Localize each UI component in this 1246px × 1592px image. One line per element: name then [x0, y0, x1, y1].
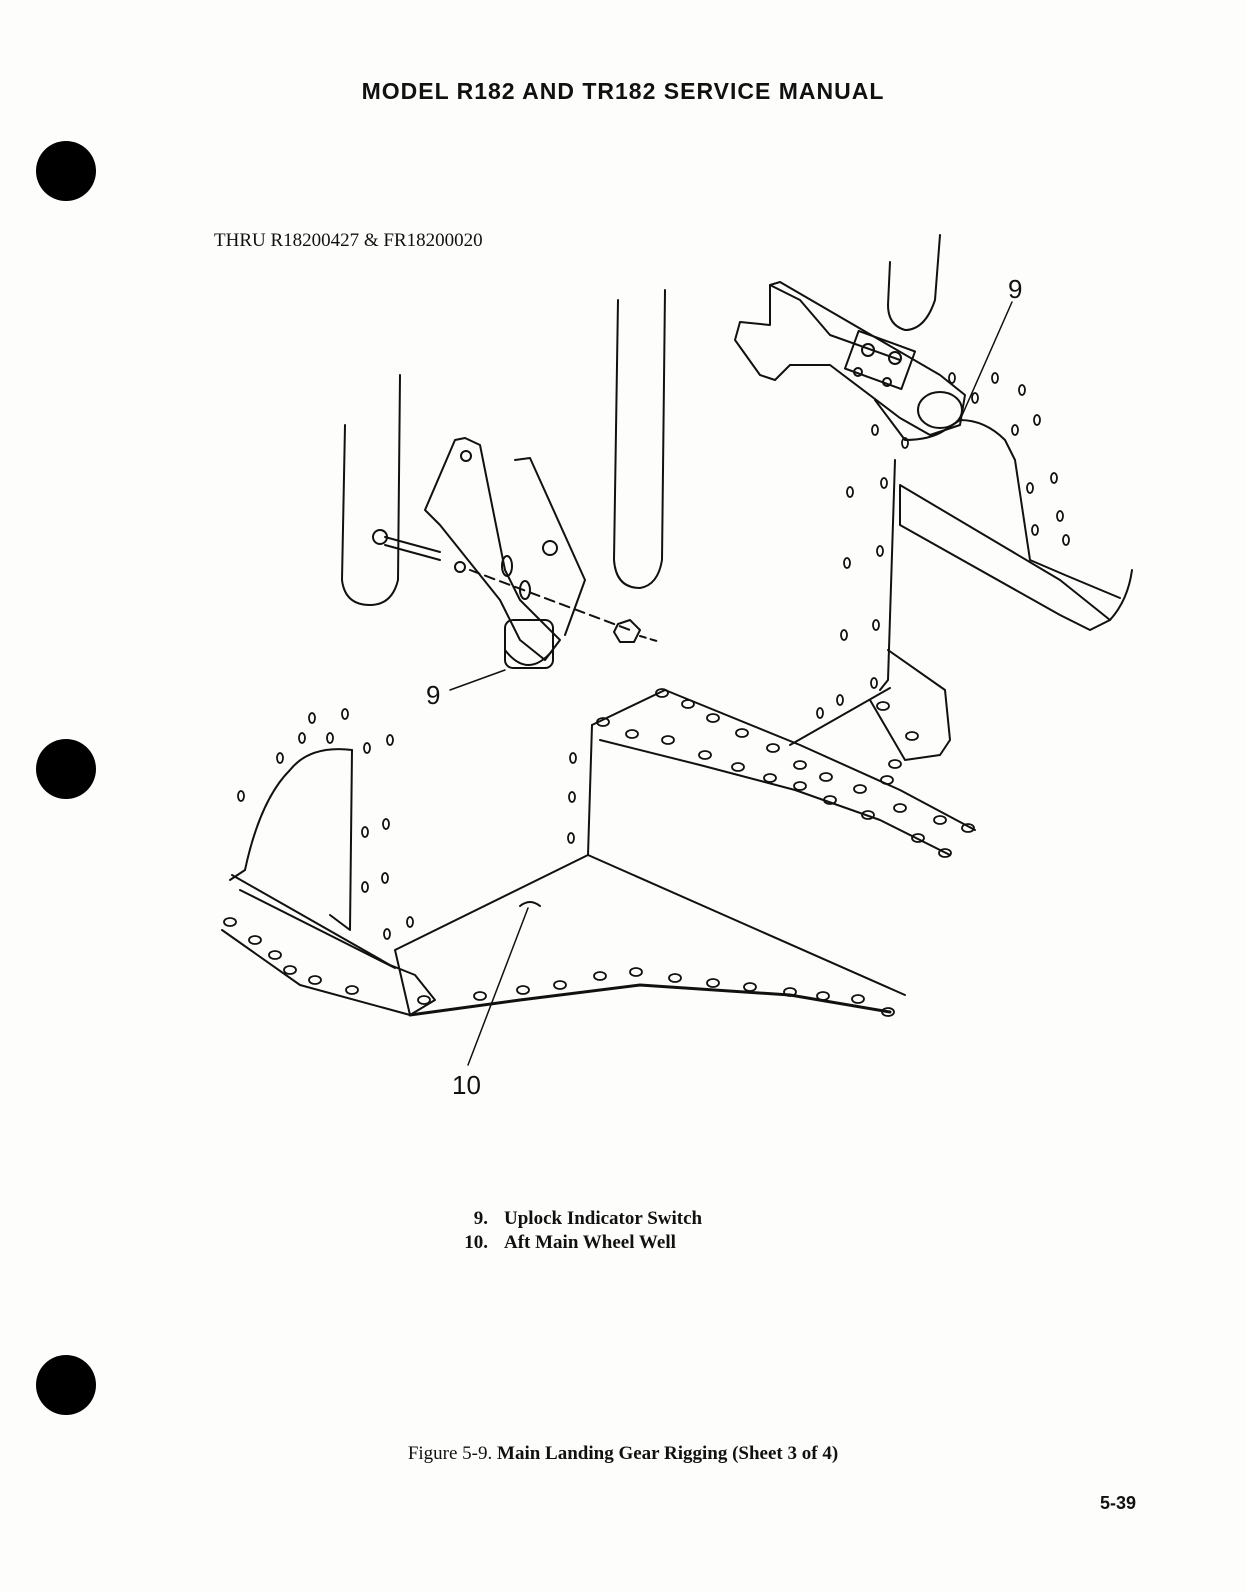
- callout-9-upper: 9: [1008, 274, 1023, 304]
- legend-item-number: 9.: [473, 1208, 488, 1229]
- leader-9-lower: [450, 670, 505, 690]
- legend-item: [452, 1231, 702, 1255]
- washer: [455, 562, 465, 572]
- wheel-well-front-face: [588, 725, 592, 855]
- figure-caption-text: Main Landing Gear Rigging (Sheet 3 of 4): [497, 1443, 839, 1464]
- wheel-well-floor-left: [395, 855, 588, 1015]
- left-wall-curve: [230, 749, 352, 880]
- bolt: [385, 537, 440, 560]
- upper-bracket: [735, 282, 965, 435]
- frame-outline-right: [888, 235, 940, 330]
- parts-legend: [452, 1207, 702, 1255]
- frame-outline-middle: [614, 290, 665, 588]
- legend-item-label: Aft Main Wheel Well: [504, 1232, 676, 1253]
- upper-bracket-block: [845, 331, 915, 389]
- legend-item: [452, 1207, 702, 1231]
- well-wall-upper: [790, 688, 890, 745]
- wheel-well-top-edge: [592, 690, 975, 830]
- wheel-well-floor-right: [588, 855, 905, 995]
- leader-9-upper: [960, 302, 1012, 420]
- wheel-well-top-edge-2: [600, 740, 950, 855]
- right-wall-edge: [880, 460, 895, 690]
- notch-bracket: [870, 650, 950, 760]
- lower-bracket: [425, 438, 560, 660]
- serial-effectivity-note: THRU R18200427 & FR18200020: [214, 230, 483, 251]
- left-flange-inner: [240, 890, 395, 968]
- right-channel: [900, 485, 1110, 630]
- page-header: MODEL R182 AND TR182 SERVICE MANUAL: [361, 78, 885, 104]
- figure-caption-label: Figure 5-9.: [407, 1443, 493, 1464]
- upper-switch-body: [918, 392, 962, 428]
- upper-bulkhead: [875, 400, 1120, 598]
- left-wall: [330, 750, 352, 930]
- callout-10: 10: [452, 1070, 481, 1100]
- figure-caption: [0, 1443, 1246, 1465]
- page-number: 5-39: [1099, 1493, 1136, 1513]
- callout-9-lower: 9: [426, 680, 441, 710]
- frame-outline-left: [342, 375, 400, 605]
- nut: [614, 620, 640, 642]
- upper-bracket-flange: [770, 285, 900, 360]
- legend-item-label: Uplock Indicator Switch: [504, 1208, 703, 1229]
- legend-item-number: 10.: [464, 1232, 488, 1253]
